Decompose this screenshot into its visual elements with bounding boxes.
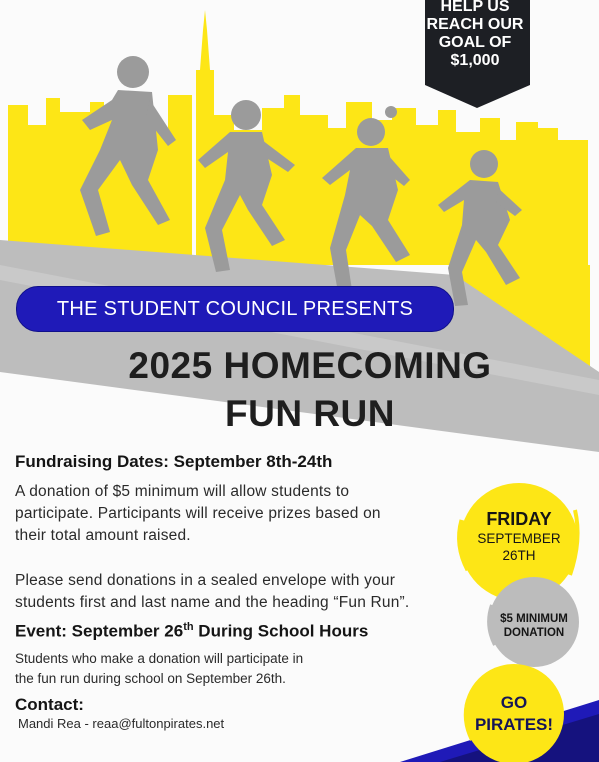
fundraising-paragraph-1 — [15, 481, 455, 547]
cheer-line-1: GO — [500, 693, 528, 712]
goal-line: REACH OUR — [426, 16, 524, 33]
text-line: A donation of $5 minimum will allow students to — [15, 483, 350, 500]
presenter-banner: THE STUDENT COUNCIL PRESENTS — [16, 286, 454, 332]
text-line: their total amount raised. — [15, 527, 191, 544]
date-day: FRIDAY — [486, 509, 552, 529]
event-heading — [15, 621, 368, 642]
text-line: the fun run during school on September 26th. — [15, 671, 286, 686]
event-title-line-1: 2025 HOMECOMING — [128, 345, 492, 386]
event-heading-sup: th — [183, 621, 194, 633]
donation-line-1: $5 MINIMUM — [500, 613, 568, 625]
contact-info: Mandi Rea - reaa@fultonpirates.net — [18, 716, 225, 731]
date-circle-text — [460, 508, 578, 564]
cheer-line-2: PIRATES! — [474, 715, 554, 734]
text-line: Students who make a donation will participate in — [15, 651, 304, 666]
date-month: SEPTEMBER — [477, 531, 561, 546]
donation-line-2: DONATION — [503, 627, 565, 639]
pirates-circle-text — [464, 692, 564, 736]
contact-heading: Contact: — [15, 695, 84, 714]
text-line: Please send donations in a sealed envelope with your — [15, 572, 396, 589]
event-heading-main: Event: September 26 — [15, 621, 184, 641]
fundraising-heading: Fundraising Dates: September 8th-24th — [15, 452, 333, 471]
donation-circle-text — [488, 612, 580, 640]
event-title-line-2: FUN RUN — [225, 393, 395, 434]
event-heading-tail: During School Hours — [193, 621, 369, 641]
text-line: participate. Participants will receive prizes based on — [15, 505, 381, 522]
goal-line: HELP US — [440, 0, 510, 15]
event-description — [15, 649, 303, 689]
date-number: 26TH — [502, 548, 536, 563]
goal-badge-text — [425, 0, 525, 70]
goal-line: GOAL OF — [438, 34, 512, 51]
fundraising-paragraph-2 — [15, 570, 485, 614]
goal-amount: $1,000 — [450, 52, 500, 69]
text-line: students first and last name and the heading “Fun Run”. — [15, 594, 410, 611]
